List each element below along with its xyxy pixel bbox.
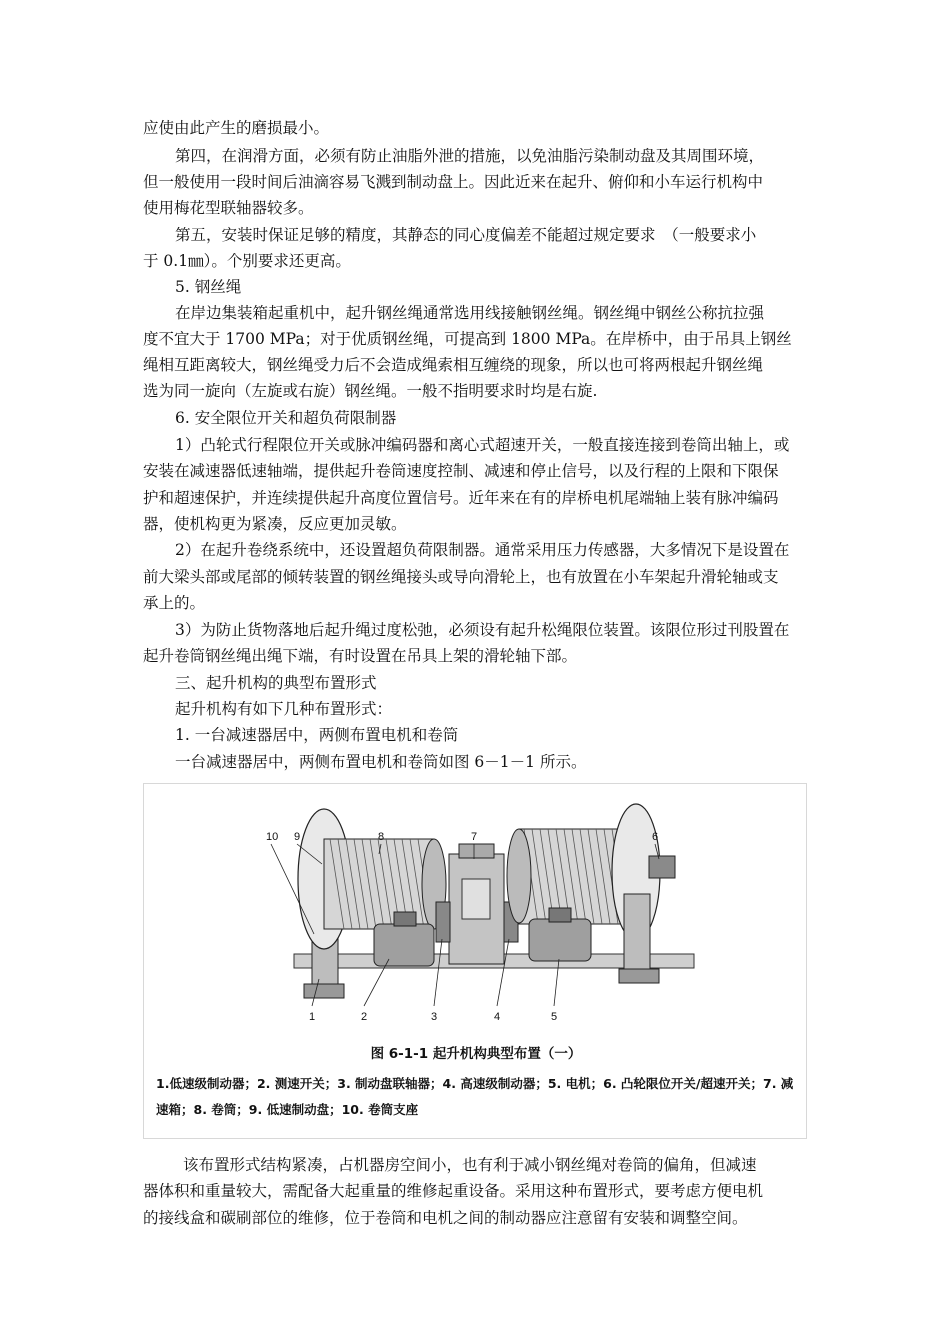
paragraph-line: 该布置形式结构紧凑，占机器房空间小，也有利于减小钢丝绳对卷筒的偏角，但减速 <box>183 1156 757 1174</box>
paragraph-line: 使用梅花型联轴器较多。 <box>143 199 314 217</box>
callout-2: 2 <box>361 1011 368 1023</box>
section-heading: 5. 钢丝绳 <box>175 278 242 296</box>
paragraph-line: 绳相互距离较大，钢丝绳受力后不会造成绳索相互缠绕的现象，所以也可将两根起升钢丝绳 <box>143 356 764 374</box>
paragraph-line: 的接线盒和碳刷部位的维修，位于卷筒和电机之间的制动器应注意留有安装和调整空间。 <box>143 1209 748 1227</box>
figure-caption: 图 6-1-1 起升机构典型布置（一） <box>370 1046 582 1062</box>
paragraph-line: 起升卷筒钢丝绳出绳下端，有时设置在吊具上架的滑轮轴下部。 <box>143 647 578 665</box>
section-heading: 6. 安全限位开关和超负荷限制器 <box>175 409 397 427</box>
paragraph-line: 3）为防止货物落地后起升绳过度松弛，必须设有起升松绳限位装置。该限位形过刊股置在 <box>175 621 790 639</box>
paragraph-line: 于 0.1㎜）。个别要求还更高。 <box>143 252 351 270</box>
paragraph-line: 安装在减速器低速轴端，提供起升卷筒速度控制、减速和停止信号，以及行程的上限和下限保 <box>143 462 779 480</box>
paragraph-line: 一台减速器居中，两侧布置电机和卷筒如图 6－1－1 所示。 <box>175 753 587 771</box>
paragraph-line: 2）在起升卷绕系统中，还设置超负荷限制器。通常采用压力传感器，大多情况下是设置在 <box>175 541 790 559</box>
callout-9: 9 <box>294 831 301 843</box>
section-heading: 三、起升机构的典型布置形式 <box>175 674 377 692</box>
callout-4: 4 <box>494 1011 501 1023</box>
callout-6: 6 <box>652 831 659 843</box>
paragraph-line: 器，使机构更为紧凑，反应更加灵敏。 <box>143 515 407 533</box>
figure-hoist-layout <box>143 783 807 1139</box>
paragraph-line: 起升机构有如下几种布置形式： <box>175 700 393 718</box>
callout-8: 8 <box>378 831 385 843</box>
paragraph-line: 1）凸轮式行程限位开关或脉冲编码器和离心式超速开关，一般直接连接到卷筒出轴上，或 <box>175 436 790 454</box>
callout-1: 1 <box>309 1011 316 1023</box>
section-heading: 1. 一台减速器居中，两侧布置电机和卷筒 <box>175 726 459 744</box>
paragraph-line: 承上的。 <box>143 594 206 612</box>
paragraph-line: 护和超速保护，并连续提供起升高度位置信号。近年来在有的岸桥电机尾端轴上装有脉冲编码 <box>143 489 779 507</box>
callout-7: 7 <box>471 831 478 843</box>
paragraph-line: 第四，在润滑方面，必须有防止油脂外泄的措施，以免油脂污染制动盘及其周围环境， <box>175 147 765 165</box>
paragraph-line: 器体积和重量较大，需配备大起重量的维修起重设备。采用这种布置形式，要考虑方便电机 <box>143 1182 764 1200</box>
callout-5: 5 <box>551 1011 558 1023</box>
paragraph-line: 第五，安装时保证足够的精度，其静态的同心度偏差不能超过规定要求 （一般要求小 <box>175 226 757 244</box>
paragraph-line: 度不宜大于 1700 MPa；对于优质钢丝绳，可提高到 1800 MPa。在岸桥中，由于吊具上钢丝 <box>143 330 792 348</box>
paragraph-line: 在岸边集装箱起重机中，起升钢丝绳通常选用线接触钢丝绳。钢丝绳中钢丝公称抗拉强 <box>175 304 765 322</box>
callout-10: 10 <box>266 831 279 843</box>
hoist-mechanism-drawing <box>144 784 808 1034</box>
paragraph-line: 选为同一旋向（左旋或右旋）钢丝绳。一般不指明要求时均是右旋. <box>143 382 598 400</box>
figure-legend-line: 1.低速级制动器；2. 测速开关；3. 制动盘联轴器；4. 高速级制动器；5. 电机；6. 凸轮限位开关/超速开关；7. 减 <box>156 1076 794 1091</box>
paragraph-line: 但一般使用一段时间后油滴容易飞溅到制动盘上。因此近来在起升、俯仰和小车运行机构中 <box>143 173 764 191</box>
figure-legend-line: 速箱；8. 卷筒；9. 低速制动盘；10. 卷筒支座 <box>156 1102 419 1117</box>
paragraph-line: 应使由此产生的磨损最小。 <box>143 119 330 137</box>
callout-3: 3 <box>431 1011 438 1023</box>
paragraph-line: 前大梁头部或尾部的倾转装置的钢丝绳接头或导向滑轮上，也有放置在小车架起升滑轮轴或支 <box>143 568 779 586</box>
